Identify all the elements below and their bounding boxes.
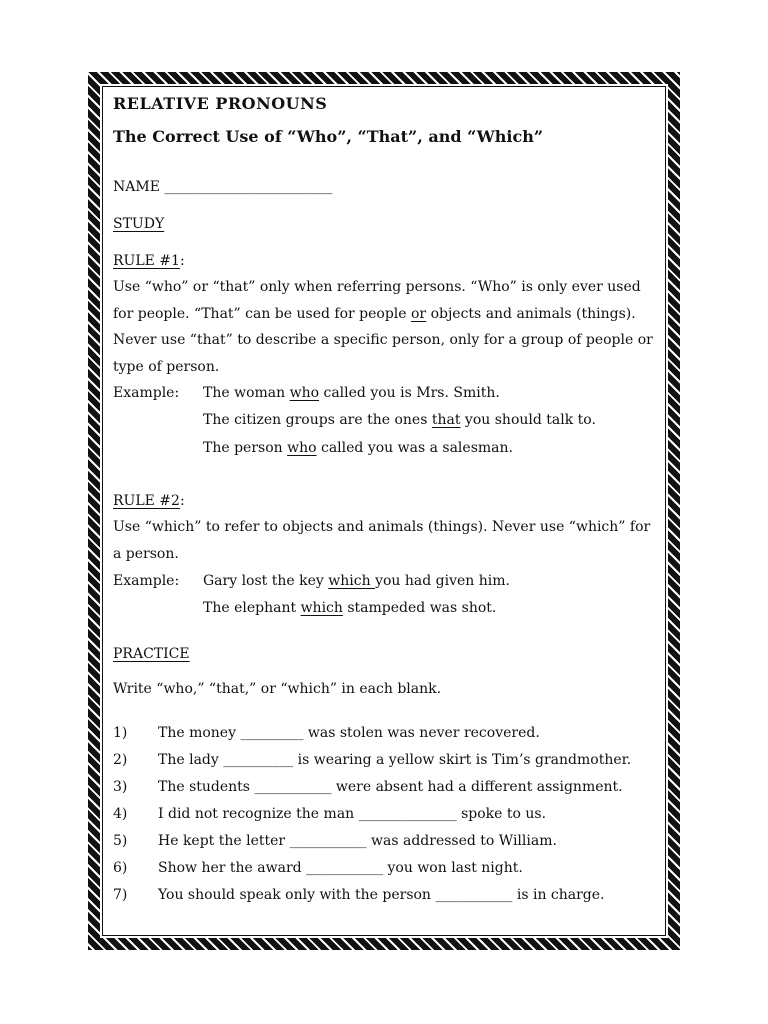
rule1-heading xyxy=(113,253,185,269)
rule1-or: or xyxy=(411,306,427,322)
item-text: He kept the letter ___________ was addressed to William. xyxy=(158,833,557,849)
item-number: 3) xyxy=(113,779,128,795)
rule2-example-label: Example: xyxy=(113,573,180,589)
rule1-example xyxy=(203,412,596,428)
rule1-colon: : xyxy=(179,253,185,269)
example-text: The citizen groups are the ones xyxy=(203,412,432,428)
item-number: 4) xyxy=(113,806,128,822)
name-field: NAME ________________________ xyxy=(113,179,333,195)
example-pronoun: who xyxy=(289,385,320,401)
rule1-line: Never use “that” to describe a specific person, only for a group of people or xyxy=(113,332,653,348)
page-title: RELATIVE PRONOUNS xyxy=(113,94,328,113)
rule2-label: RULE #2 xyxy=(113,493,180,509)
example-text: called you is Mrs. Smith. xyxy=(319,385,500,401)
example-text: Gary lost the key xyxy=(203,573,329,589)
practice-heading: PRACTICE xyxy=(113,646,190,662)
practice-item xyxy=(113,779,623,795)
study-heading: STUDY xyxy=(113,216,165,232)
practice-item xyxy=(113,725,540,741)
item-text: I did not recognize the man ______________ spoke to us. xyxy=(158,806,547,822)
rule1-line: type of person. xyxy=(113,359,220,375)
rule1-label: RULE #1 xyxy=(113,253,180,269)
item-number: 7) xyxy=(113,887,128,903)
item-text: Show her the award ___________ you won last night. xyxy=(158,860,523,876)
example-text: you had given him. xyxy=(375,573,510,589)
practice-item xyxy=(113,752,631,768)
rule2-example xyxy=(203,573,510,589)
rule2-heading xyxy=(113,493,185,509)
rule1-text: for people. “That” can be used for people xyxy=(113,306,411,322)
rule2-example xyxy=(203,600,496,616)
rule2-colon: : xyxy=(179,493,185,509)
rule1-example xyxy=(203,440,513,456)
item-text: The lady __________ is wearing a yellow skirt is Tim’s grandmother. xyxy=(158,752,632,768)
item-number: 5) xyxy=(113,833,128,849)
rule1-line: Use “who” or “that” only when referring persons. “Who” is only ever used xyxy=(113,279,641,295)
practice-instructions: Write “who,” “that,” or “which” in each blank. xyxy=(113,681,442,697)
item-number: 6) xyxy=(113,860,128,876)
example-pronoun: which xyxy=(328,573,376,589)
example-text: called you was a salesman. xyxy=(316,440,513,456)
practice-item xyxy=(113,887,605,903)
rule1-text: objects and animals (things). xyxy=(426,306,636,322)
page-subtitle: The Correct Use of “Who”, “That”, and “Which” xyxy=(113,127,544,146)
rule2-line: a person. xyxy=(113,546,179,562)
practice-item xyxy=(113,860,523,876)
rule2-line: Use “which” to refer to objects and animals (things). Never use “which” for xyxy=(113,519,651,535)
example-text: you should talk to. xyxy=(460,412,596,428)
example-text: stampeded was shot. xyxy=(342,600,497,616)
example-pronoun: who xyxy=(287,440,317,456)
item-number: 1) xyxy=(113,725,128,741)
rule1-line xyxy=(113,306,636,322)
example-pronoun: that xyxy=(431,412,461,428)
rule1-example-label: Example: xyxy=(113,385,180,401)
example-text: The person xyxy=(203,440,288,456)
rule1-example xyxy=(203,385,500,401)
item-number: 2) xyxy=(113,752,128,768)
practice-item xyxy=(113,833,557,849)
example-text: The woman xyxy=(203,385,290,401)
example-pronoun: which xyxy=(300,600,343,616)
item-text: The students ___________ were absent had a different assignment. xyxy=(158,779,623,795)
item-text: The money _________ was stolen was never recovered. xyxy=(158,725,540,741)
example-text: The elephant xyxy=(203,600,301,616)
practice-item xyxy=(113,806,546,822)
item-text: You should speak only with the person ___________ is in charge. xyxy=(158,887,605,903)
